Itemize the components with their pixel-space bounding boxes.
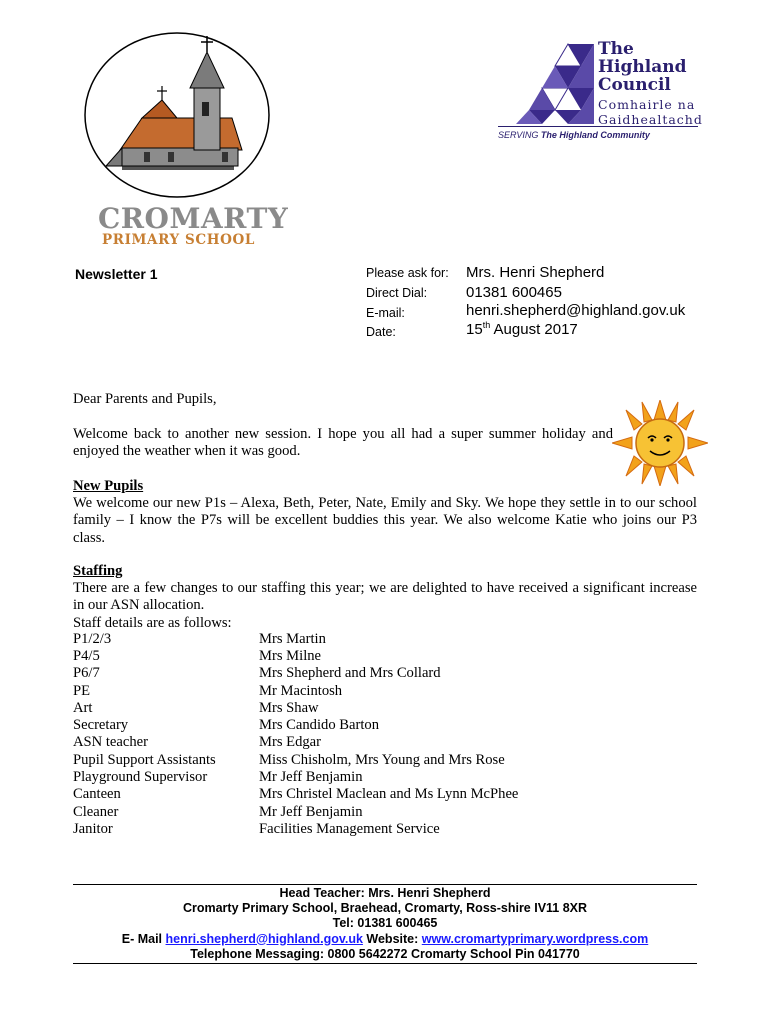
footer-divider-top bbox=[73, 884, 697, 885]
staff-name: Mrs Candido Barton bbox=[259, 717, 379, 733]
staff-name: Mrs Edgar bbox=[259, 734, 322, 750]
staff-role: Canteen bbox=[73, 786, 121, 802]
school-name: CROMARTY bbox=[98, 202, 289, 235]
footer-contact-links bbox=[73, 932, 697, 947]
date-suffix: th bbox=[482, 320, 491, 330]
footer-head-teacher: Head Teacher: Mrs. Henri Shepherd bbox=[279, 886, 491, 900]
staff-name: Mrs Shaw bbox=[259, 700, 319, 716]
footer-website-link[interactable]: www.cromartyprimary.wordpress.com bbox=[421, 931, 649, 946]
footer-email-link[interactable]: henri.shepherd@highland.gov.uk bbox=[165, 931, 363, 946]
staff-role: P1/2/3 bbox=[73, 631, 112, 647]
staff-name: Miss Chisholm, Mrs Young and Mrs Rose bbox=[259, 752, 505, 768]
school-logo-icon bbox=[82, 30, 272, 200]
contact-value: Mrs. Henri Shepherd bbox=[466, 264, 605, 281]
salutation: Dear Parents and Pupils, bbox=[73, 391, 217, 407]
staffing-section bbox=[73, 563, 697, 632]
staff-name: Facilities Management Service bbox=[259, 821, 440, 837]
footer-messaging: Telephone Messaging: 0800 5642272 Cromarty School Pin 041770 bbox=[190, 946, 580, 961]
staff-name: Mr Jeff Benjamin bbox=[259, 804, 363, 820]
staff-role: Secretary bbox=[73, 717, 129, 733]
council-gaelic-line: Comhairle na bbox=[598, 97, 696, 112]
staff-role: Art bbox=[73, 700, 93, 716]
council-gaelic-line: Gaidhealtachd bbox=[598, 112, 703, 127]
newsletter-title: Newsletter 1 bbox=[75, 266, 158, 282]
footer bbox=[73, 886, 697, 962]
council-tagline bbox=[498, 130, 650, 140]
council-name-line: The bbox=[598, 39, 634, 59]
contact-email: henri.shepherd@highland.gov.uk bbox=[466, 302, 686, 319]
contact-label: Direct Dial: bbox=[366, 286, 428, 300]
new-pupils-heading: New Pupils bbox=[73, 478, 144, 494]
council-serving-word: SERVING bbox=[498, 130, 539, 140]
staff-role: Cleaner bbox=[73, 804, 119, 820]
staff-role: ASN teacher bbox=[73, 734, 148, 750]
council-name-line: Council bbox=[598, 75, 671, 95]
footer-email-label: E- Mail bbox=[121, 931, 163, 946]
footer-divider-bottom bbox=[73, 963, 697, 964]
staff-name: Mrs Shepherd and Mrs Collard bbox=[259, 665, 441, 681]
staff-role: P6/7 bbox=[73, 665, 100, 681]
contact-label: Date: bbox=[366, 325, 396, 339]
staff-role: Janitor bbox=[73, 821, 113, 837]
staff-role: PE bbox=[73, 683, 91, 699]
smiling-sun-icon bbox=[612, 400, 708, 486]
council-name bbox=[598, 40, 687, 94]
contact-value: 01381 600465 bbox=[466, 284, 562, 301]
contact-date bbox=[466, 320, 578, 338]
new-pupils-section bbox=[73, 478, 697, 547]
staffing-heading: Staffing bbox=[73, 563, 123, 579]
contact-label: E-mail: bbox=[366, 306, 405, 320]
date-day: 15 bbox=[466, 321, 483, 338]
school-subtitle: PRIMARY SCHOOL bbox=[102, 232, 255, 248]
staff-intro: Staff details are as follows: bbox=[73, 614, 232, 631]
council-divider bbox=[498, 126, 698, 127]
footer-telephone: Tel: 01381 600465 bbox=[332, 916, 438, 931]
staff-name: Mrs Martin bbox=[259, 631, 326, 647]
welcome-paragraph: Welcome back to another new session. I hope you all had a super summer holiday and enjoyed the weather when it was good. bbox=[73, 426, 613, 460]
staff-name: Mr Jeff Benjamin bbox=[259, 769, 363, 785]
council-community-text: The Highland Community bbox=[540, 130, 650, 140]
staff-name: Mrs Christel Maclean and Ms Lynn McPhee bbox=[259, 786, 519, 802]
staffing-paragraph: There are a few changes to our staffing this year; we are delighted to have received a significant increase in our ASN allocation. bbox=[73, 580, 697, 614]
staff-role: Playground Supervisor bbox=[73, 769, 208, 785]
council-gaelic-name bbox=[598, 97, 703, 127]
footer-website-label: Website: bbox=[366, 931, 419, 946]
staff-name: Mrs Milne bbox=[259, 648, 322, 664]
date-rest: August 2017 bbox=[490, 321, 578, 338]
footer-address: Cromarty Primary School, Braehead, Cromarty, Ross-shire IV11 8XR bbox=[182, 901, 588, 916]
contact-label: Please ask for: bbox=[366, 266, 449, 280]
new-pupils-paragraph: We welcome our new P1s – Alexa, Beth, Peter, Nate, Emily and Sky. We hope they settle in to our school family – I know the P7s will be excellent buddies this year. We also welcome Katie who joins our P3 class. bbox=[73, 495, 697, 546]
council-logo-icon bbox=[506, 40, 596, 125]
staff-name: Mr Macintosh bbox=[259, 683, 343, 699]
council-name-line: Highland bbox=[598, 57, 687, 77]
staff-role: P4/5 bbox=[73, 648, 100, 664]
staff-role: Pupil Support Assistants bbox=[73, 752, 216, 768]
